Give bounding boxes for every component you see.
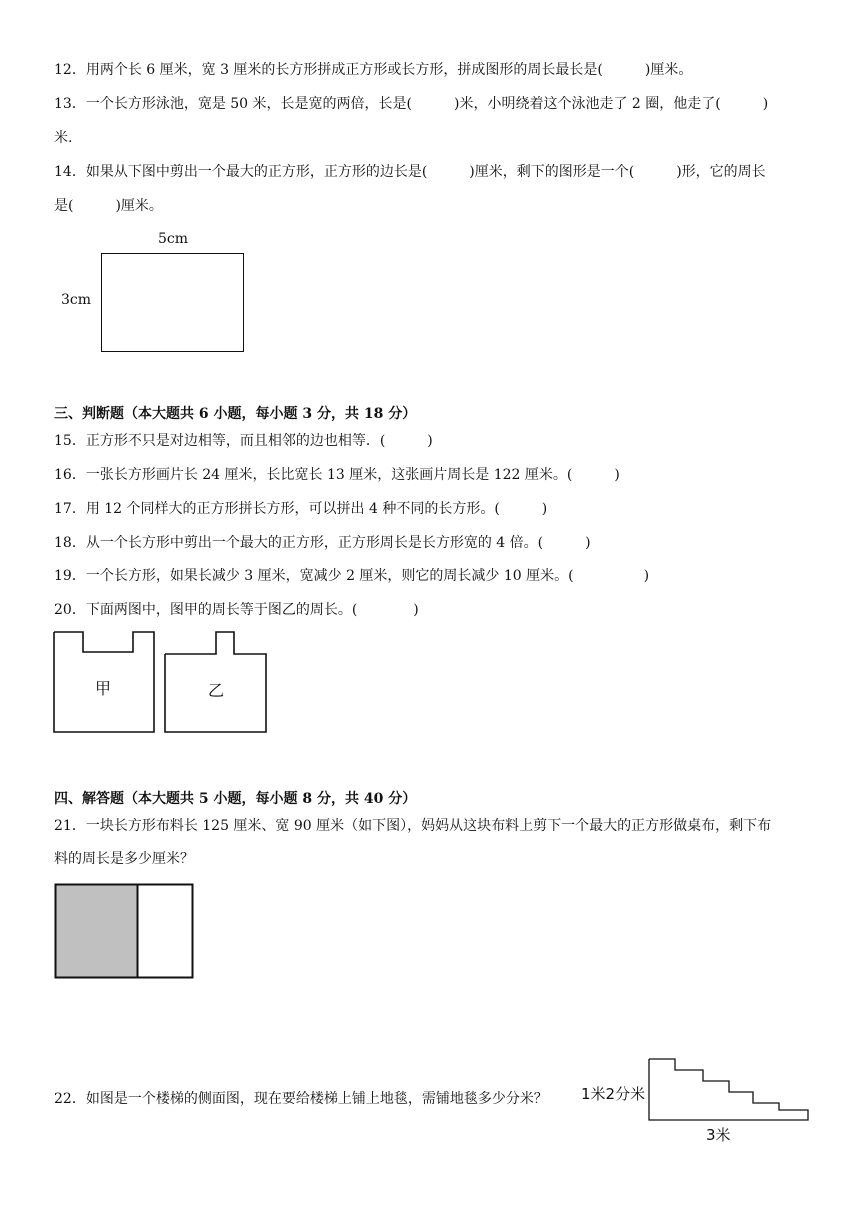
- stairs-width-label: 3米: [706, 1126, 731, 1144]
- question-12: 12．用两个长 6 厘米，宽 3 厘米的长方形拼成正方形或长方形，拼成图形的周长最长是( )厘米。: [54, 62, 693, 78]
- question-19: 19．一个长方形，如果长减少 3 厘米，宽减少 2 厘米，则它的周长减少 10 厘米。( ): [54, 568, 650, 584]
- question-14-line2: 是( )厘米。: [54, 198, 163, 214]
- stairs-figure-22: [647, 1057, 811, 1124]
- stairs-height-label: 1米2分米: [581, 1085, 646, 1103]
- question-21-line2: 料的周长是多少厘米？: [54, 851, 194, 867]
- question-22: 22．如图是一个楼梯的侧面图，现在要给楼梯上铺上地毯，需铺地毯多少分米？: [54, 1091, 548, 1107]
- question-17: 17．用 12 个同样大的正方形拼长方形，可以拼出 4 种不同的长方形。( ): [54, 501, 548, 517]
- question-13-line2: 米.: [54, 130, 73, 146]
- shape-jia-label: 甲: [95, 679, 112, 698]
- section-heading-solve: 四、解答题（本大题共 5 小题，每小题 8 分，共 40 分）: [54, 791, 417, 807]
- stairs-outline: [649, 1059, 808, 1120]
- rectangle-figure-14: [101, 253, 244, 352]
- question-13-line1: 13．一个长方形泳池，宽是 50 米，长是宽的两倍，长是( )米，小明绕着这个泳池走了 2 圈，他走了( ): [54, 96, 769, 112]
- question-15: 15．正方形不只是对边相等，而且相邻的边也相等．( ): [54, 433, 433, 449]
- question-14-line1: 14．如果从下图中剪出一个最大的正方形，正方形的边长是( )厘米，剩下的图形是一个( )形，它的周长: [54, 164, 766, 180]
- question-16: 16．一张长方形画片长 24 厘米，长比宽长 13 厘米，这张画片周长是 122 厘米。( ): [54, 467, 620, 483]
- section-heading-judge: 三、判断题（本大题共 6 小题，每小题 3 分，共 18 分）: [54, 406, 417, 422]
- question-21-line1: 21．一块长方形布料长 125 厘米、宽 90 厘米（如下图），妈妈从这块布料上剪下一个最大的正方形做桌布，剩下布: [54, 818, 772, 834]
- cloth-figure-21: [54, 883, 196, 981]
- rect-side-label: 3cm: [61, 292, 92, 308]
- shape-yi-label: 乙: [208, 681, 225, 700]
- rect-top-label: 5cm: [158, 231, 189, 247]
- question-20: 20．下面两图中，图甲的周长等于图乙的周长。( ): [54, 602, 419, 618]
- square-cut-shaded: [56, 885, 138, 978]
- shapes-figure-20: [52, 630, 274, 736]
- question-18: 18．从一个长方形中剪出一个最大的正方形，正方形周长是长方形宽的 4 倍。( ): [54, 535, 591, 551]
